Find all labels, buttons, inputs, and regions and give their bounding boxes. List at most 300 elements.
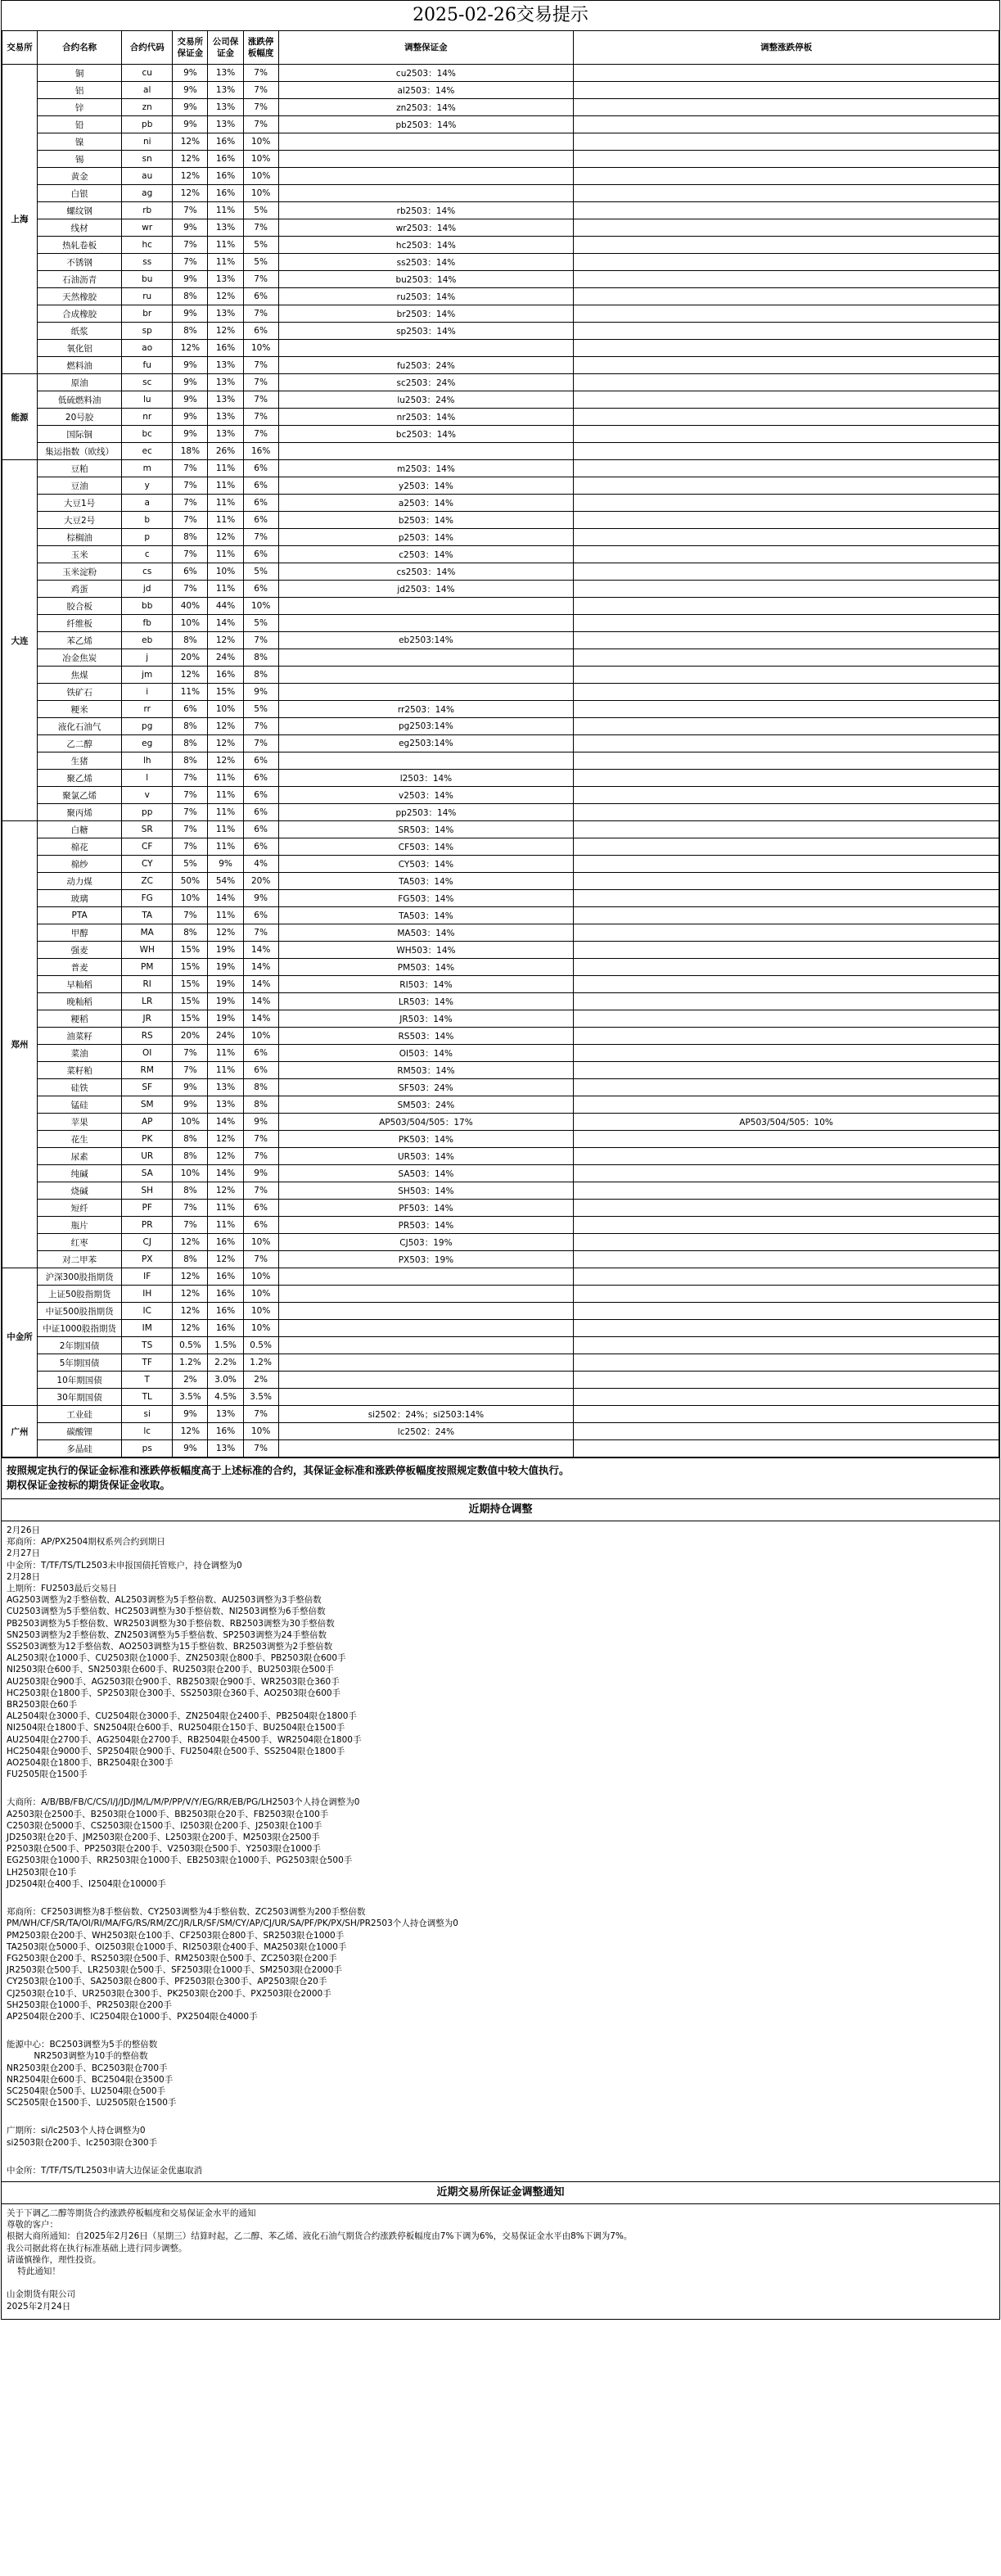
- margin-adjust: CJ503：19%: [278, 1234, 573, 1251]
- limit-range: 14%: [243, 976, 278, 993]
- limit-range: 10%: [243, 133, 278, 151]
- contract-code: JR: [122, 1010, 173, 1028]
- page-title: 2025-02-26交易提示: [2, 1, 999, 31]
- table-row: [2, 1354, 999, 1372]
- table-row: [2, 1062, 999, 1079]
- contract-code: RS: [122, 1028, 173, 1045]
- table-row: [2, 1028, 999, 1045]
- limit-adjust: [574, 1303, 999, 1320]
- limit-adjust: [574, 409, 999, 426]
- table-row: [2, 305, 999, 323]
- limit-adjust: [574, 563, 999, 581]
- limit-range: 8%: [243, 1079, 278, 1096]
- contract-name: 鸡蛋: [38, 581, 122, 598]
- limit-range: 6%: [243, 477, 278, 495]
- table-row: [2, 718, 999, 735]
- table-row: [2, 512, 999, 529]
- margin-adjust: FG503：14%: [278, 890, 573, 907]
- table-row: [2, 1234, 999, 1251]
- table-row: [2, 752, 999, 770]
- limit-range: 20%: [243, 873, 278, 890]
- exchange-margin: 7%: [173, 804, 208, 821]
- limit-range: 7%: [243, 305, 278, 323]
- margin-adjust: [278, 1389, 573, 1406]
- table-row: [2, 426, 999, 443]
- contract-name: 燃料油: [38, 357, 122, 374]
- col-header: 交易所保证金: [173, 31, 208, 65]
- company-margin: 13%: [208, 82, 243, 99]
- margin-adjust: b2503：14%: [278, 512, 573, 529]
- contract-name: 油菜籽: [38, 1028, 122, 1045]
- margin-adjust: RS503：14%: [278, 1028, 573, 1045]
- exchange-margin: 9%: [173, 99, 208, 116]
- limit-adjust: [574, 581, 999, 598]
- contract-name: 铝: [38, 82, 122, 99]
- limit-adjust: [574, 546, 999, 563]
- exchange-cell: 中金所: [2, 1268, 38, 1406]
- exchange-margin: 9%: [173, 1096, 208, 1114]
- contract-name: 集运指数（欧线）: [38, 443, 122, 460]
- limit-range: 7%: [243, 409, 278, 426]
- table-row: [2, 632, 999, 649]
- company-margin: 13%: [208, 1096, 243, 1114]
- limit-range: 8%: [243, 1096, 278, 1114]
- exchange-margin: 9%: [173, 305, 208, 323]
- table-row: [2, 581, 999, 598]
- table-row: [2, 684, 999, 701]
- exchange-margin: 15%: [173, 993, 208, 1010]
- company-margin: 12%: [208, 735, 243, 752]
- margin-adjust: br2503：14%: [278, 305, 573, 323]
- limit-adjust: [574, 288, 999, 305]
- limit-range: 7%: [243, 1251, 278, 1268]
- company-margin: 11%: [208, 460, 243, 477]
- exchange-margin: 8%: [173, 1251, 208, 1268]
- exchange-margin: 7%: [173, 1062, 208, 1079]
- company-margin: 16%: [208, 1303, 243, 1320]
- contract-name: 玉米: [38, 546, 122, 563]
- margin-adjust: [278, 1320, 573, 1337]
- position-block: 能源中心：BC2503调整为5手的整倍数 NR2503调整为10手的整倍数 NR2503限仓200手、BC2503限仓700手 NR2504限仓600手、BC2504限仓3500手 SC2504限仓500手、LU2504限仓500手 SC2505限仓1500手、LU2505限仓1500手: [7, 2040, 177, 2108]
- contract-name: 纸浆: [38, 323, 122, 340]
- contract-code: j: [122, 649, 173, 667]
- contract-name: 苯乙烯: [38, 632, 122, 649]
- company-margin: 11%: [208, 770, 243, 787]
- margin-adjust: [278, 1286, 573, 1303]
- table-row: [2, 701, 999, 718]
- limit-adjust: [574, 1389, 999, 1406]
- limit-range: 6%: [243, 787, 278, 804]
- table-row: [2, 1148, 999, 1165]
- contract-code: a: [122, 495, 173, 512]
- limit-range: 8%: [243, 667, 278, 684]
- contract-name: 10年期国债: [38, 1372, 122, 1389]
- exchange-margin: 9%: [173, 271, 208, 288]
- exchange-margin: 12%: [173, 1303, 208, 1320]
- exchange-margin: 50%: [173, 873, 208, 890]
- limit-adjust: [574, 254, 999, 271]
- contract-code: CJ: [122, 1234, 173, 1251]
- limit-adjust: [574, 684, 999, 701]
- contract-name: 纯碱: [38, 1165, 122, 1182]
- company-margin: 12%: [208, 323, 243, 340]
- exchange-margin: 9%: [173, 1079, 208, 1096]
- table-row: [2, 1010, 999, 1028]
- company-margin: 16%: [208, 667, 243, 684]
- limit-adjust: [574, 1096, 999, 1114]
- limit-adjust: [574, 185, 999, 202]
- limit-adjust: [574, 1406, 999, 1423]
- exchange-margin: 7%: [173, 1217, 208, 1234]
- contract-name: 大豆1号: [38, 495, 122, 512]
- table-row: [2, 168, 999, 185]
- limit-range: 7%: [243, 374, 278, 391]
- margin-adjust: [278, 649, 573, 667]
- contract-name: 聚乙烯: [38, 770, 122, 787]
- contract-name: 国际铜: [38, 426, 122, 443]
- contract-code: IH: [122, 1286, 173, 1303]
- company-margin: 12%: [208, 718, 243, 735]
- contract-name: 铁矿石: [38, 684, 122, 701]
- contract-name: 动力煤: [38, 873, 122, 890]
- limit-adjust: [574, 1045, 999, 1062]
- margin-adjust: SF503：24%: [278, 1079, 573, 1096]
- company-margin: 11%: [208, 1045, 243, 1062]
- limit-range: 4%: [243, 856, 278, 873]
- table-row: [2, 976, 999, 993]
- table-row: [2, 65, 999, 82]
- margin-adjust: [278, 185, 573, 202]
- margin-adjust: [278, 1303, 573, 1320]
- contract-code: T: [122, 1372, 173, 1389]
- exchange-margin: 12%: [173, 185, 208, 202]
- limit-range: 14%: [243, 1010, 278, 1028]
- limit-range: 7%: [243, 391, 278, 409]
- limit-range: 6%: [243, 546, 278, 563]
- contract-code: sp: [122, 323, 173, 340]
- contract-name: 白糖: [38, 821, 122, 838]
- table-row: [2, 357, 999, 374]
- exchange-margin: 15%: [173, 1010, 208, 1028]
- margin-adjust: PK503：14%: [278, 1131, 573, 1148]
- limit-adjust: [574, 787, 999, 804]
- col-header: 调整保证金: [278, 31, 573, 65]
- exchange-margin: 7%: [173, 1045, 208, 1062]
- table-row: [2, 1268, 999, 1286]
- position-block: 大商所：A/B/BB/FB/C/CS/I/J/JD/JM/L/M/P/PP/V/Y/EG/RR/EB/PG/LH2503个人持仓调整为0 A2503限仓2500手、B2503限仓1000手、BB2503限仓20手、FB2503限仓100手 C2503限仓5000手、CS2503限仓1500手、I2503限仓200手、J2503限仓100手 JD2503限仓20手、JM2503限仓200手、L2503限仓200手、M2503限仓2500手 P2503限仓500手、PP2503限仓200手、V2503限仓500手、Y2503限仓1000手 EG2503限仓1000手、RR2503限仓1000手、EB2503限仓1000手、PG2503限仓500手 LH2503限仓10手 JD2504限仓400手、I2504限仓10000手: [7, 1797, 360, 1889]
- company-margin: 11%: [208, 1200, 243, 1217]
- limit-range: 10%: [243, 1268, 278, 1286]
- limit-adjust: [574, 99, 999, 116]
- contract-code: MA: [122, 924, 173, 942]
- margin-adjust: p2503：14%: [278, 529, 573, 546]
- margin-adjust: JR503：14%: [278, 1010, 573, 1028]
- exchange-margin: 12%: [173, 168, 208, 185]
- contract-code: br: [122, 305, 173, 323]
- margin-adjust: [278, 667, 573, 684]
- contract-code: ss: [122, 254, 173, 271]
- limit-adjust: [574, 649, 999, 667]
- contract-code: ao: [122, 340, 173, 357]
- exchange-margin: 12%: [173, 667, 208, 684]
- margin-adjust: [278, 1354, 573, 1372]
- limit-range: 6%: [243, 907, 278, 924]
- limit-range: 7%: [243, 529, 278, 546]
- table-row: [2, 1440, 999, 1457]
- contract-name: 乙二醇: [38, 735, 122, 752]
- margin-adjust: zn2503：14%: [278, 99, 573, 116]
- exchange-margin: 12%: [173, 133, 208, 151]
- contract-code: si: [122, 1406, 173, 1423]
- exchange-margin: 8%: [173, 735, 208, 752]
- table-row: [2, 151, 999, 168]
- contract-code: ps: [122, 1440, 173, 1457]
- limit-adjust: [574, 752, 999, 770]
- contract-code: ru: [122, 288, 173, 305]
- limit-range: 10%: [243, 598, 278, 615]
- company-margin: 12%: [208, 529, 243, 546]
- margin-adjust: PM503：14%: [278, 959, 573, 976]
- exchange-margin: 7%: [173, 254, 208, 271]
- contract-name: 上证50股指期货: [38, 1286, 122, 1303]
- limit-adjust: [574, 340, 999, 357]
- contract-name: 硅铁: [38, 1079, 122, 1096]
- contract-code: rr: [122, 701, 173, 718]
- company-margin: 12%: [208, 1182, 243, 1200]
- company-margin: 44%: [208, 598, 243, 615]
- contract-code: eg: [122, 735, 173, 752]
- table-row: [2, 838, 999, 856]
- contract-name: 早籼稻: [38, 976, 122, 993]
- contract-name: 中证1000股指期货: [38, 1320, 122, 1337]
- limit-adjust: AP503/504/505：10%: [574, 1114, 999, 1131]
- table-row: [2, 667, 999, 684]
- limit-adjust: [574, 1372, 999, 1389]
- margin-adjust: sc2503：24%: [278, 374, 573, 391]
- contract-code: CY: [122, 856, 173, 873]
- exchange-margin: 8%: [173, 1182, 208, 1200]
- contract-code: al: [122, 82, 173, 99]
- company-margin: 14%: [208, 890, 243, 907]
- margin-adjust: jd2503：14%: [278, 581, 573, 598]
- contract-code: TS: [122, 1337, 173, 1354]
- exchange-margin: 7%: [173, 546, 208, 563]
- notice-text: 关于下调乙二醇等期货合约涨跌停板幅度和交易保证金水平的通知 尊敬的客户： 根据大商所通知：自2025年2月26日（星期三）结算时起，乙二醇、苯乙烯、液化石油气期货合约涨跌停板幅度由7%下调为6%，交易保证金水平由8%下调为7%。 我公司据此将在执行标准基础上进行同步调整。 请谨慎操作，理性投资。 特此通知！ 山金期货有限公司 2025年2月24日: [7, 2208, 633, 2312]
- margin-adjust: al2503：14%: [278, 82, 573, 99]
- table-row: [2, 546, 999, 563]
- contract-code: PK: [122, 1131, 173, 1148]
- contract-code: pp: [122, 804, 173, 821]
- company-margin: 13%: [208, 219, 243, 237]
- exchange-margin: 18%: [173, 443, 208, 460]
- table-row: [2, 942, 999, 959]
- exchange-margin: 11%: [173, 684, 208, 701]
- margin-adjust: rr2503：14%: [278, 701, 573, 718]
- limit-adjust: [574, 838, 999, 856]
- limit-adjust: [574, 391, 999, 409]
- table-row: [2, 787, 999, 804]
- margin-adjust: hc2503：14%: [278, 237, 573, 254]
- limit-range: 8%: [243, 649, 278, 667]
- margin-adjust: rb2503：14%: [278, 202, 573, 219]
- table-row: [2, 529, 999, 546]
- limit-adjust: [574, 701, 999, 718]
- exchange-margin: 10%: [173, 1114, 208, 1131]
- margin-adjust: c2503：14%: [278, 546, 573, 563]
- margin-adjust: pp2503：14%: [278, 804, 573, 821]
- company-margin: 19%: [208, 993, 243, 1010]
- contract-code: ec: [122, 443, 173, 460]
- limit-range: 7%: [243, 99, 278, 116]
- limit-adjust: [574, 374, 999, 391]
- company-margin: 16%: [208, 340, 243, 357]
- margin-adjust: MA503：14%: [278, 924, 573, 942]
- limit-range: 7%: [243, 271, 278, 288]
- contract-name: 原油: [38, 374, 122, 391]
- limit-range: 10%: [243, 1234, 278, 1251]
- contract-name: 玻璃: [38, 890, 122, 907]
- limit-range: 6%: [243, 581, 278, 598]
- company-margin: 16%: [208, 1286, 243, 1303]
- company-margin: 13%: [208, 409, 243, 426]
- company-margin: 12%: [208, 1148, 243, 1165]
- margin-adjust: [278, 168, 573, 185]
- limit-adjust: [574, 116, 999, 133]
- exchange-margin: 12%: [173, 1286, 208, 1303]
- table-row: [2, 1320, 999, 1337]
- exchange-margin: 5%: [173, 856, 208, 873]
- contract-name: 甲醇: [38, 924, 122, 942]
- limit-adjust: [574, 219, 999, 237]
- company-margin: 11%: [208, 477, 243, 495]
- company-margin: 12%: [208, 1251, 243, 1268]
- limit-adjust: [574, 1028, 999, 1045]
- exchange-margin: 20%: [173, 1028, 208, 1045]
- margin-adjust: [278, 151, 573, 168]
- margin-adjust: fu2503：24%: [278, 357, 573, 374]
- exchange-margin: 8%: [173, 752, 208, 770]
- limit-range: 14%: [243, 993, 278, 1010]
- contract-name: 工业硅: [38, 1406, 122, 1423]
- exchange-margin: 8%: [173, 529, 208, 546]
- margin-adjust: SR503：14%: [278, 821, 573, 838]
- margin-adjust: LR503：14%: [278, 993, 573, 1010]
- contract-name: 锌: [38, 99, 122, 116]
- limit-range: 7%: [243, 1406, 278, 1423]
- limit-adjust: [574, 82, 999, 99]
- limit-adjust: [574, 1079, 999, 1096]
- limit-adjust: [574, 942, 999, 959]
- limit-range: 7%: [243, 1440, 278, 1457]
- contract-code: SF: [122, 1079, 173, 1096]
- col-header: 调整涨跌停板: [574, 31, 999, 65]
- table-row: [2, 1251, 999, 1268]
- margin-adjust: OI503：14%: [278, 1045, 573, 1062]
- margin-adjust: a2503：14%: [278, 495, 573, 512]
- company-margin: 19%: [208, 1010, 243, 1028]
- limit-range: 14%: [243, 942, 278, 959]
- company-margin: 13%: [208, 426, 243, 443]
- exchange-margin: 6%: [173, 563, 208, 581]
- limit-adjust: [574, 632, 999, 649]
- exchange-margin: 20%: [173, 649, 208, 667]
- company-margin: 13%: [208, 1079, 243, 1096]
- limit-range: 9%: [243, 1165, 278, 1182]
- limit-adjust: [574, 1010, 999, 1028]
- position-block: 中金所：T/TF/TS/TL2503申请大边保证金优惠取消: [7, 2165, 203, 2176]
- contract-code: jm: [122, 667, 173, 684]
- limit-range: 16%: [243, 443, 278, 460]
- company-margin: 13%: [208, 1440, 243, 1457]
- exchange-cell: 上海: [2, 65, 38, 374]
- exchange-margin: 8%: [173, 1131, 208, 1148]
- margin-adjust: sp2503：14%: [278, 323, 573, 340]
- position-block: 郑商所：CF2503调整为8手整倍数、CY2503调整为4手整倍数、ZC2503调整为200手整倍数 PM/WH/CF/SR/TA/OI/RI/MA/FG/RS/RM/ZC/JR/LR/SF/SM/CY/AP/CJ/UR/SA/PF/PK/PX/SH/PR2503个人持仓调整为0 PM2503限仓200手、WH2503限仓100手、CF2503限仓800手、SR2503限仓1000手 TA2503限仓5000手、OI2503限仓1000手、RI2503限仓400手、MA2503限仓1000手 FG2503限仓200手、RS2503限仓500手、RM2503限仓500手、ZC2503限仓200手 JR2503限仓500手、LR2503限仓500手、SF2503限仓1000手、SM2503限仓2000手 CY2503限仓100手、SA2503限仓800手、PF2503限仓300手、AP2503限仓20手 CJ2503限仓10手、UR2503限仓300手、PK2503限仓200手、PX2503限仓2000手 SH2503限仓1000手、PR2503限仓200手 AP2504限仓200手、IC2504限仓1000手、PX2504限仓4000手: [7, 1907, 458, 2022]
- company-margin: 12%: [208, 288, 243, 305]
- table-row: [2, 495, 999, 512]
- contract-name: 不锈钢: [38, 254, 122, 271]
- limit-adjust: [574, 1354, 999, 1372]
- exchange-margin: 12%: [173, 1234, 208, 1251]
- company-margin: 12%: [208, 752, 243, 770]
- company-margin: 4.5%: [208, 1389, 243, 1406]
- contract-name: 白银: [38, 185, 122, 202]
- contract-name: 2年期国债: [38, 1337, 122, 1354]
- limit-adjust: [574, 993, 999, 1010]
- limit-range: 7%: [243, 632, 278, 649]
- limit-range: 10%: [243, 1423, 278, 1440]
- exchange-margin: 12%: [173, 1320, 208, 1337]
- exchange-margin: 10%: [173, 1165, 208, 1182]
- margin-adjust: cs2503：14%: [278, 563, 573, 581]
- exchange-margin: 9%: [173, 357, 208, 374]
- exchange-margin: 8%: [173, 1148, 208, 1165]
- limit-range: 7%: [243, 82, 278, 99]
- company-margin: 12%: [208, 1131, 243, 1148]
- table-row: [2, 1182, 999, 1200]
- margin-adjust: lc2502：24%: [278, 1423, 573, 1440]
- exchange-margin: 7%: [173, 787, 208, 804]
- company-margin: 54%: [208, 873, 243, 890]
- table-row: [2, 237, 999, 254]
- exchange-margin: 7%: [173, 1200, 208, 1217]
- contract-code: fu: [122, 357, 173, 374]
- company-margin: 24%: [208, 1028, 243, 1045]
- contract-name: 液化石油气: [38, 718, 122, 735]
- contract-name: 铜: [38, 65, 122, 82]
- margin-adjust: [278, 615, 573, 632]
- limit-adjust: [574, 770, 999, 787]
- company-margin: 19%: [208, 942, 243, 959]
- contract-code: lc: [122, 1423, 173, 1440]
- contract-name: 瓶片: [38, 1217, 122, 1234]
- table-row: [2, 1423, 999, 1440]
- table-row: [2, 1389, 999, 1406]
- table-row: [2, 563, 999, 581]
- table-row: [2, 649, 999, 667]
- margin-adjust: UR503：14%: [278, 1148, 573, 1165]
- contract-name: 合成橡胶: [38, 305, 122, 323]
- exchange-margin: 10%: [173, 890, 208, 907]
- limit-range: 14%: [243, 959, 278, 976]
- contract-code: bu: [122, 271, 173, 288]
- table-row: [2, 409, 999, 426]
- margin-adjust: AP503/504/505：17%: [278, 1114, 573, 1131]
- limit-adjust: [574, 667, 999, 684]
- limit-adjust: [574, 443, 999, 460]
- exchange-margin: 9%: [173, 116, 208, 133]
- notice-section-title: 近期交易所保证金调整通知: [2, 2181, 999, 2204]
